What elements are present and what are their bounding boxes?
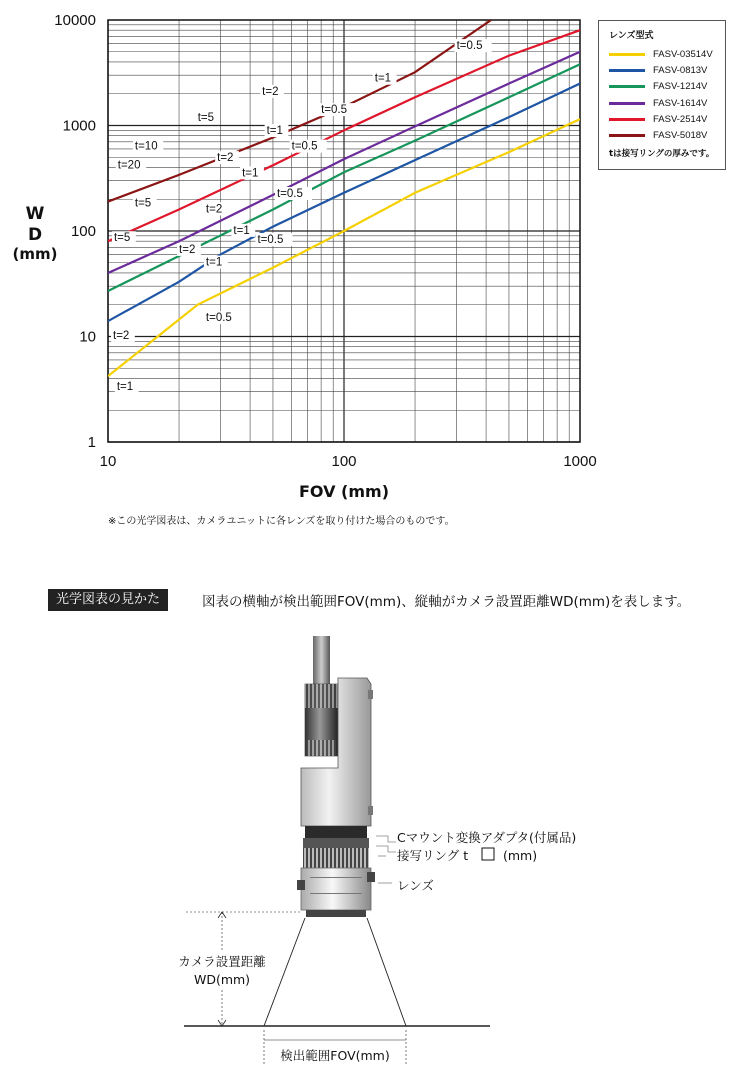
annotation-label: t=2: [179, 243, 196, 256]
annotation-label: t=1: [374, 72, 392, 85]
legend-entry: [609, 111, 719, 127]
legend-series-name: FASV-0813V: [653, 64, 708, 76]
x-tick-label: 10: [99, 453, 117, 470]
legend-swatch: [609, 102, 645, 105]
legend-title: レンズ型式: [609, 31, 654, 41]
legend-series-name: FASV-1614V: [653, 97, 708, 109]
annotation-label: t=2: [262, 85, 279, 98]
annotation-label: t=5: [197, 112, 215, 125]
y-axis-label: [13, 204, 58, 263]
legend-entry: [609, 62, 719, 78]
extension-ring: [303, 838, 369, 848]
legend-series-name: FASV-1214V: [653, 81, 708, 93]
legend-entry: [609, 46, 719, 62]
y-tick-label: 10: [79, 328, 96, 346]
annotation-label: t=0.5: [321, 104, 348, 117]
y-tick-label: 1: [87, 434, 96, 451]
series-line: [108, 20, 491, 202]
x-tick-label: 100: [331, 453, 357, 470]
how-to-read-badge: 光学図表の見かた: [48, 589, 168, 611]
extension-ring-label: 接写リング t: [397, 848, 469, 863]
annotation-label: t=1: [116, 381, 134, 394]
legend-swatch: [609, 85, 645, 88]
annotation-label: t=0.5: [205, 312, 232, 325]
legend-swatch: [609, 134, 645, 137]
annotation-label: t=1: [266, 125, 283, 138]
y-tick-label: 10000: [54, 12, 96, 29]
lens-body: [301, 868, 371, 910]
annotation-label: t=20: [117, 159, 141, 172]
fov-label: 検出範囲FOV(mm): [280, 1048, 390, 1063]
annotation-label: t=0.5: [456, 40, 483, 53]
legend-entry: [609, 127, 719, 143]
annotation-label: t=2: [113, 329, 130, 342]
wd-label-line2: WD(mm): [193, 972, 251, 987]
camera-body: [301, 678, 371, 826]
annotation-label: t=2: [217, 152, 234, 165]
annotation-label: t=1: [205, 256, 223, 269]
annotation-label: t=0.5: [291, 140, 318, 153]
adapter-label: Cマウント変換アダプタ(付属品): [397, 830, 577, 845]
legend-series-name: FASV-03514V: [653, 48, 713, 60]
legend-swatch: [609, 69, 645, 72]
legend-swatch: [609, 118, 645, 121]
annotation-label: t=1: [233, 224, 250, 237]
svg-text:W: W: [25, 204, 45, 224]
x-axis-label: FOV (mm): [298, 482, 390, 500]
wd-label-line1: カメラ設置距離: [178, 954, 266, 969]
chart-footnote: ※この光学図表は、カメラユニットに各レンズを取り付けた場合のものです。: [108, 516, 455, 527]
c-mount-adapter: [305, 826, 367, 838]
x-tick-label: 1000: [563, 453, 597, 470]
camera-cable: [313, 636, 330, 684]
legend-entry: [609, 79, 719, 95]
y-tick-label: 100: [70, 223, 96, 240]
lens-label: レンズ: [397, 878, 434, 893]
annotation-label: t=2: [205, 203, 223, 216]
legend-swatch: [609, 53, 645, 56]
annotation-label: t=5: [134, 197, 152, 210]
extension-ring-unit: (mm): [503, 848, 538, 863]
annotation-label: t=1: [242, 167, 259, 180]
legend-entry: [609, 95, 719, 111]
legend-series-name: FASV-2514V: [653, 113, 708, 125]
svg-text:D: D: [27, 225, 43, 245]
svg-text:(mm): (mm): [12, 245, 58, 263]
chart-legend: [598, 20, 726, 170]
annotation-label: t=5: [113, 232, 131, 245]
y-tick-label: 1000: [62, 117, 96, 135]
annotation-label: t=0.5: [276, 188, 303, 201]
chart-annotations: [111, 39, 492, 393]
annotation-label: t=0.5: [257, 233, 284, 246]
legend-note: tは接写リングの厚みです。: [609, 148, 715, 159]
ring-thickness-box: [482, 848, 494, 860]
legend-series-name: FASV-5018V: [653, 130, 708, 142]
annotation-label: t=10: [134, 140, 158, 153]
legend-entries: [609, 46, 719, 144]
how-to-read-text: 図表の横軸が検出範囲FOV(mm)、縦軸がカメラ設置距離WD(mm)を表します。: [202, 594, 691, 610]
cable-connector: [305, 684, 338, 756]
